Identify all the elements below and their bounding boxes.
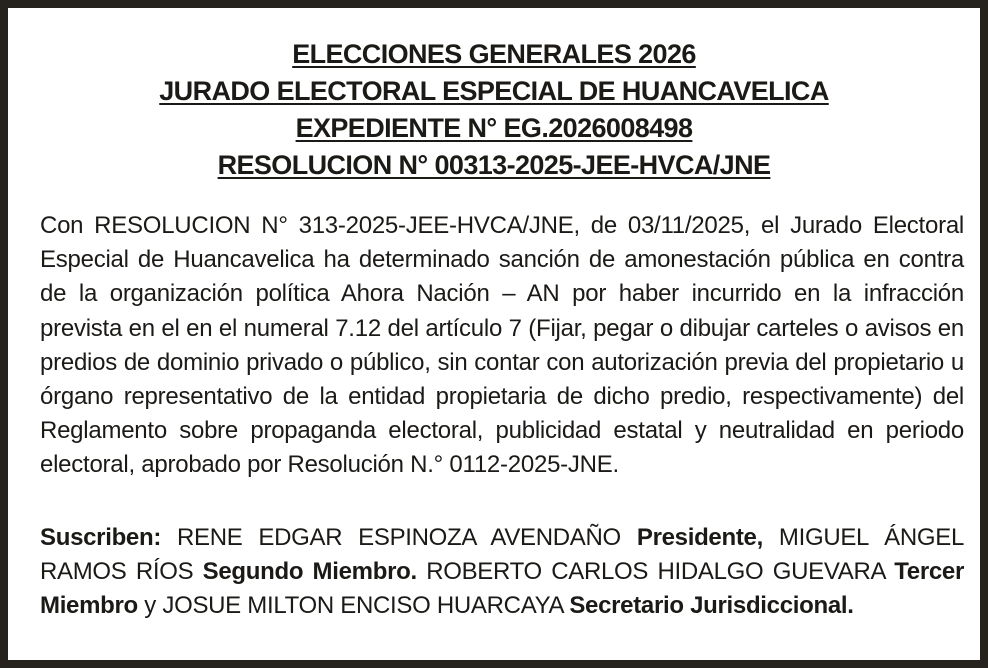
signatories-paragraph xyxy=(40,521,964,624)
second-member-name: MIGUEL ÁNGEL RAMOS RÍOS xyxy=(40,524,965,586)
third-member-role: Tercer Miembro xyxy=(40,558,965,620)
notice-body-paragraph: Con RESOLUCION N° 313-2025-JEE-HVCA/JNE, de 03/11/2025, el Jurado Electoral Especial de Huancavelica ha determinado sanción de amonestación pública en contra de la organización política Ahora Nación – AN por haber incurrido en la infracción prevista en el en el numeral 7.12 del artículo 7 (Fijar, pegar o dibujar carteles o avisos en predios de dominio privado o público, sin contar con autorización previa del propietario u órgano representativo de la entidad propietaria de dicho predio, respectivamente) del Reglamento sobre propaganda electoral, publicidad estatal y neutralidad en periodo electoral, aprobado por Resolución N.° 0112-2025-JNE. xyxy=(40,212,964,479)
heading-line-election: ELECCIONES GENERALES 2026 xyxy=(292,39,696,69)
president-role: Presidente, xyxy=(636,524,763,551)
secretary-role: Secretario Jurisdiccional. xyxy=(569,592,854,620)
heading-line-jury: JURADO ELECTORAL ESPECIAL DE HUANCAVELICA xyxy=(159,76,829,106)
heading-line-resolution-number: RESOLUCION N° 00313-2025-JEE-HVCA/JNE xyxy=(217,150,771,180)
signatories-label: Suscriben: xyxy=(40,524,162,551)
conjunction-text: y xyxy=(144,592,156,620)
second-member-role: Segundo Miembro. xyxy=(202,558,417,586)
notice-heading xyxy=(16,36,972,184)
third-member-name: ROBERTO CARLOS HIDALGO GUEVARA xyxy=(426,558,885,586)
president-name: RENE EDGAR ESPINOZA AVENDAÑO xyxy=(176,524,621,551)
heading-line-file-number: EXPEDIENTE N° EG.2026008498 xyxy=(295,113,693,143)
secretary-name: JOSUE MILTON ENCISO HUARCAYA xyxy=(162,592,563,620)
